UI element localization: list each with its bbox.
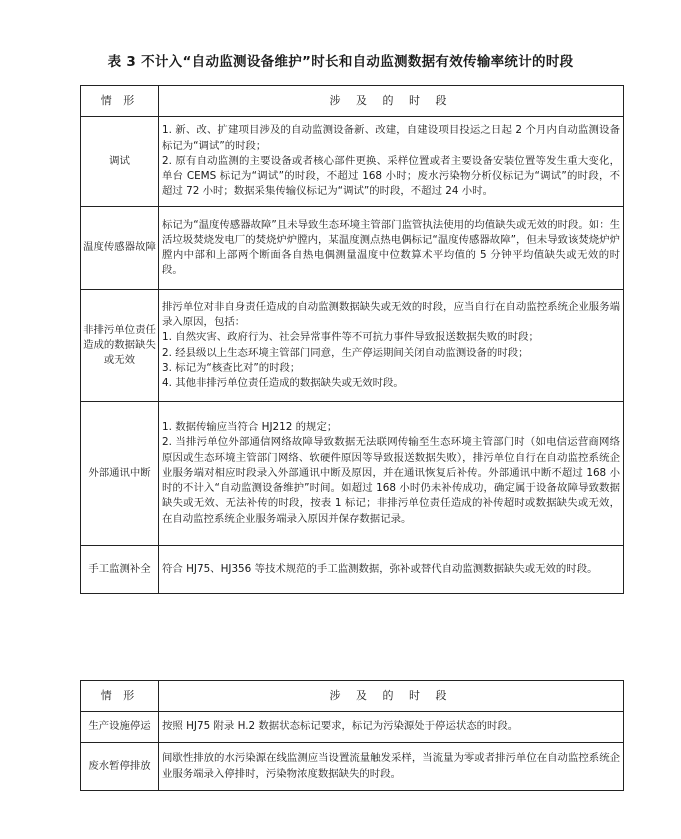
row-label: 调试 [81, 117, 159, 207]
table-title: 表 3 不计入“自动监测设备维护”时长和自动监测数据有效传输率统计的时段 [107, 54, 574, 70]
row-content [159, 207, 624, 290]
row-content [159, 546, 624, 594]
content-line: 1. 数据传输应当符合 HJ212 的规定； [162, 421, 338, 434]
row-label: 非排污单位责任造成的数据缺失或无效 [81, 290, 159, 402]
table-row [81, 712, 624, 743]
content-line: 间歇性排放的水污染源在线监测应当设置流量触发采样，当流量为零或者排污单位在自动监控系统企业服务端录入停排时，污染物浓度数据缺失的时段。 [162, 752, 620, 780]
table-header-row [81, 681, 624, 712]
row-label: 温度传感器故障 [81, 207, 159, 290]
table-row [81, 743, 624, 791]
header-situation: 情 形 [81, 86, 159, 117]
row-label: 手工监测补全 [81, 546, 159, 594]
header-periods: 涉 及 的 时 段 [159, 86, 624, 117]
table-header-row [81, 86, 624, 117]
content-line: 1. 新、改、扩建项目涉及的自动监测设备新、改建，自建设项目投运之日起 2 个月内自动监测设备标记为“调试”的时段； [162, 124, 620, 152]
content-line: 1. 自然灾害、政府行为、社会异常事件等不可抗力事件导致报送数据失败的时段； [162, 331, 539, 344]
table-row [81, 290, 624, 402]
statistics-exclusion-table-continued [80, 680, 624, 791]
row-label: 废水暂停排放 [81, 743, 159, 791]
table-row [81, 546, 624, 594]
row-content [159, 290, 624, 402]
content-line: 排污单位对非自身责任造成的自动监测数据缺失或无效的时段，应当自行在自动监控系统企业服务端录入原因，包括： [162, 300, 620, 329]
row-content [159, 402, 624, 546]
content-line: 标记为“温度传感器故障”且未导致生态环境主管部门监管执法使用的均值缺失或无效的时段。如：生活垃圾焚烧发电厂的焚烧炉炉膛内，某温度测点热电偶标记“温度传感器故障”，但未导致该焚烧炉炉膛内中部和上部两个断面各自热电偶测量温度中位数算术平均值的 5 分钟平均值缺失或无效的时段。 [162, 218, 620, 277]
content-line: 3. 标记为“核查比对”的时段； [162, 361, 301, 374]
row-label: 生产设施停运 [81, 712, 159, 743]
statistics-exclusion-table [80, 85, 624, 594]
header-periods: 涉 及 的 时 段 [159, 681, 624, 712]
row-content [159, 743, 624, 791]
table-row [81, 402, 624, 546]
content-line: 4. 其他非排污单位责任造成的数据缺失或无效时段。 [162, 376, 404, 389]
header-situation: 情 形 [81, 681, 159, 712]
table-row [81, 207, 624, 290]
content-line: 2. 经县级以上生态环境主管部门同意，生产停运期间关闭自动监测设备的时段； [162, 346, 529, 359]
content-line: 符合 HJ75、HJ356 等技术规范的手工监测数据，弥补或替代自动监测数据缺失或无效的时段。 [162, 562, 598, 575]
row-content [159, 117, 624, 207]
row-label: 外部通讯中断 [81, 402, 159, 546]
row-content [159, 712, 624, 743]
content-line: 2. 原有自动监测的主要设备或者核心部件更换、采样位置或者主要设备安装位置等发生重大变化，单台 CEMS 标记为“调试”的时段，不超过 168 小时；废水污染物分析仪标记为“调试”的时段，不超过 72 小时；数据采集传输仪标记为“调试”的时段，不超过 24 小时。 [162, 154, 620, 198]
table-row [81, 117, 624, 207]
content-line: 按照 HJ75 附录 H.2 数据状态标记要求，标记为污染源处于停运状态的时段。 [162, 720, 519, 733]
content-line: 2. 当排污单位外部通信网络故障导致数据无法联网传输至生态环境主管部门时（如电信运营商网络原因或生态环境主管部门网络、软硬件原因等导致报送数据失败），排污单位自行在自动监控系统企业服务端对相应时段录入外部通讯中断及原因，并在通讯恢复后补传。外部通讯中断不超过 168 小时的不计入“自动监测设备维护”时间。如超过 168 小时仍未补传成功，确定属于设备故障导致数据缺失或无效、无法补传的时段，按表 1 标记；非排污单位责任造成的补传超时或数据缺失或无效，在自动监控系统企业服务端录入原因并保存数据记录。 [162, 436, 620, 525]
